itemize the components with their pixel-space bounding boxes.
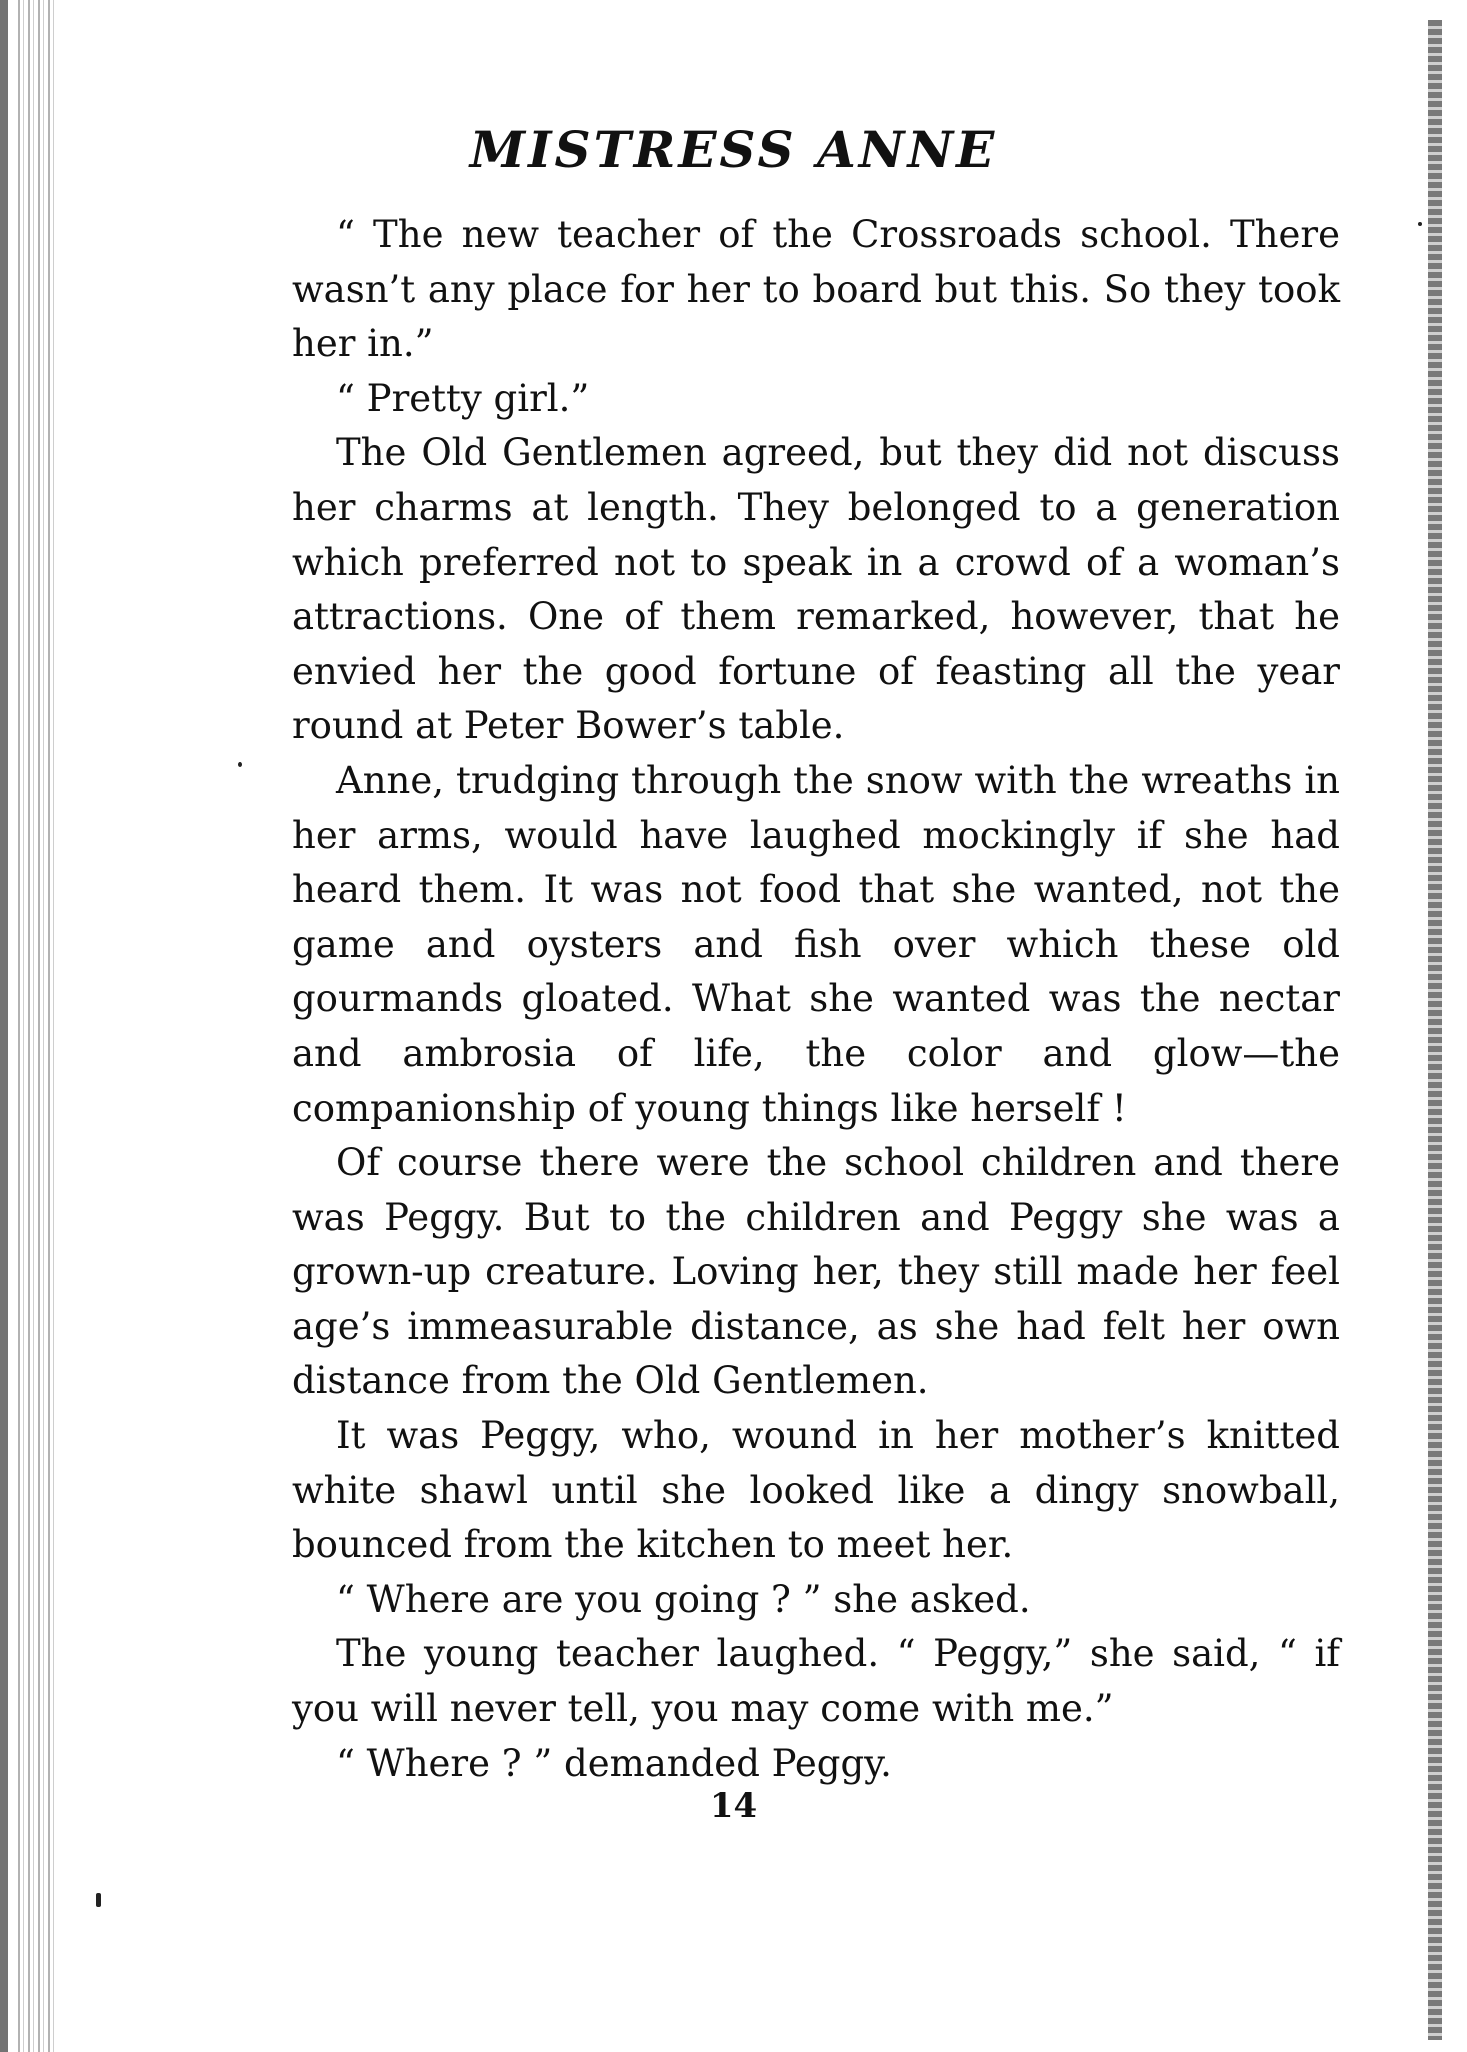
scan-speck (1418, 222, 1422, 226)
paragraph: “ The new teacher of the Crossroads school. There wasn’t any place for her to board but this. So they took her in.” (292, 213, 1340, 366)
paragraph: “ Where are you going ? ” she asked. (336, 1577, 1031, 1621)
paragraph: It was Peggy, who, wound in her mother’s knitted white shawl until she looked like a dingy snowball, bounced from the kitchen to meet her. (292, 1414, 1340, 1567)
paragraph: Of course there were the school children and there was Peggy. But to the children and Peggy she was a grown-up creature. Loving her, they still made her feel age’s immeasurable distance, as she had felt her own distance from the Old Gentlemen. (292, 1141, 1340, 1403)
page-number: 14 (709, 1786, 758, 1826)
paragraph: The Old Gentlemen agreed, but they did not discuss her charms at length. They belonged to a generation which preferred not to speak in a crowd of a woman’s attractions. One of them remarked, however, that he envied her the good fortune of feasting all the year round at Peter Bower’s table. (292, 431, 1340, 748)
scan-speck (238, 762, 242, 767)
page-edge-right (1428, 20, 1442, 2040)
binding-shadow (0, 0, 8, 2052)
paragraph: Anne, trudging through the snow with the wreaths in her arms, would have laughed mockingly if she had heard them. It was not food that she wanted, not the game and oysters and fish over which these old gourmands gloated. What she wanted was the nectar and ambrosia of life, the color and glow—the companionship of young things like herself ! (292, 758, 1340, 1130)
paragraph: “ Where ? ” demanded Peggy. (336, 1741, 892, 1785)
paragraph: “ Pretty girl.” (336, 376, 590, 420)
running-header: MISTRESS ANNE (469, 120, 998, 179)
binding-edge (18, 0, 58, 2052)
body-text (292, 208, 1340, 1791)
scan-speck (96, 1893, 101, 1907)
paragraph: The young teacher laughed. “ Peggy,” she said, “ if you will never tell, you may come with me.” (292, 1632, 1340, 1731)
